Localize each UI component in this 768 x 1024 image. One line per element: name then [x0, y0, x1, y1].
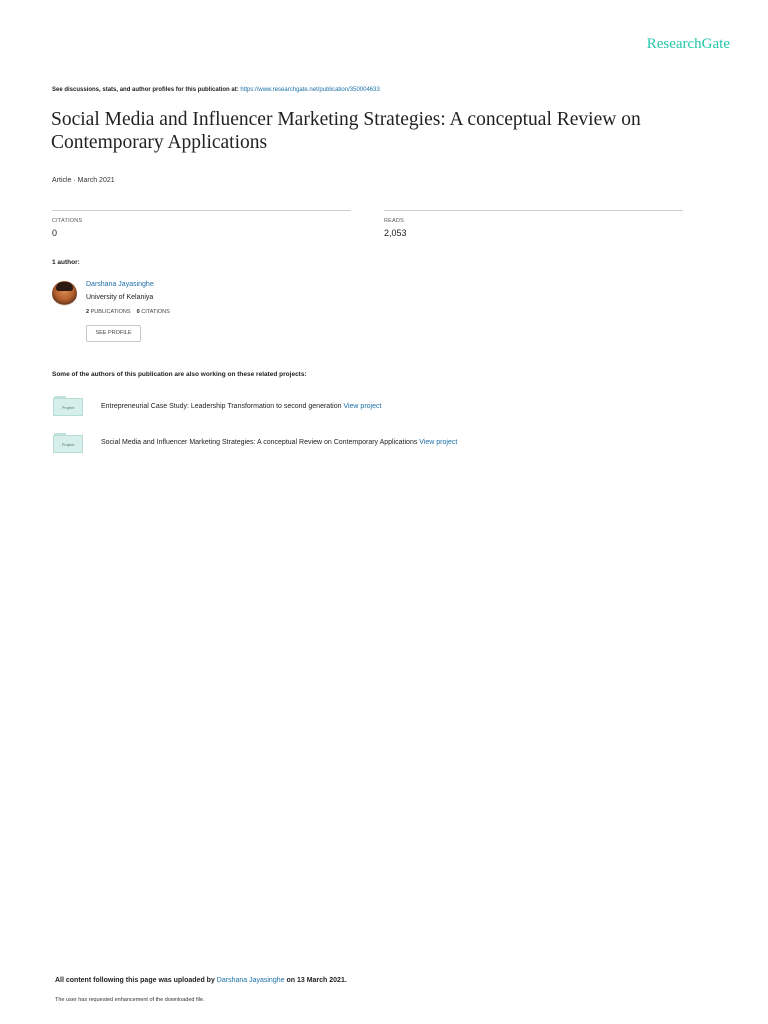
author-avatar[interactable] [52, 281, 77, 306]
view-project-link[interactable]: View project [419, 439, 458, 446]
related-project-item [101, 439, 457, 446]
author-publications-label: PUBLICATIONS [90, 309, 131, 315]
citations-divider [52, 210, 351, 211]
authors-heading: 1 author: [52, 259, 80, 266]
author-citations-count: 0 [136, 309, 140, 315]
reads-divider [384, 210, 683, 211]
reads-label: READS [384, 218, 404, 224]
researchgate-logo[interactable]: ResearchGate [646, 36, 730, 52]
discussion-prefix: See discussions, stats, and author profiles for this publication at: [52, 87, 239, 93]
view-project-link[interactable]: View project [343, 403, 382, 410]
discussion-line [52, 87, 380, 93]
author-institution: University of Kelaniya [86, 294, 154, 301]
publication-meta: Article · March 2021 [52, 177, 115, 184]
see-profile-button[interactable]: SEE PROFILE [86, 325, 141, 342]
related-projects-heading: Some of the authors of this publication are also working on these related projects: [52, 371, 307, 378]
upload-prefix: All content following this page was uploaded by [55, 977, 215, 984]
author-citations-label: CITATIONS [141, 309, 170, 315]
citations-label: CITATIONS [52, 218, 83, 224]
publication-title: Social Media and Influencer Marketing Strategies: A conceptual Review on Contemporary Applications [51, 109, 641, 153]
uploader-link[interactable]: Darshana Jayasinghe [216, 977, 285, 984]
citations-value: 0 [52, 228, 58, 238]
upload-suffix: on 13 March 2021. [286, 977, 347, 984]
enhancement-note: The user has requested enhancement of the downloaded file. [55, 997, 205, 1003]
related-project-item [101, 403, 381, 410]
author-stats [86, 309, 170, 315]
project-folder-icon [53, 433, 83, 453]
project-title: Social Media and Influencer Marketing Strategies: A conceptual Review on Contemporary Applications [101, 439, 418, 446]
project-icon-label: Project [53, 435, 83, 453]
reads-value: 2,053 [384, 228, 407, 238]
project-icon-label: Project [53, 398, 83, 416]
publication-url-link[interactable]: https://www.researchgate.net/publication/350004633 [240, 87, 380, 93]
author-name-link[interactable]: Darshana Jayasinghe [86, 281, 154, 288]
project-folder-icon [53, 396, 83, 416]
upload-notice [55, 977, 347, 984]
project-title: Entrepreneurial Case Study: Leadership Transformation to second generation [101, 403, 342, 410]
author-publications-count: 2 [86, 309, 90, 315]
